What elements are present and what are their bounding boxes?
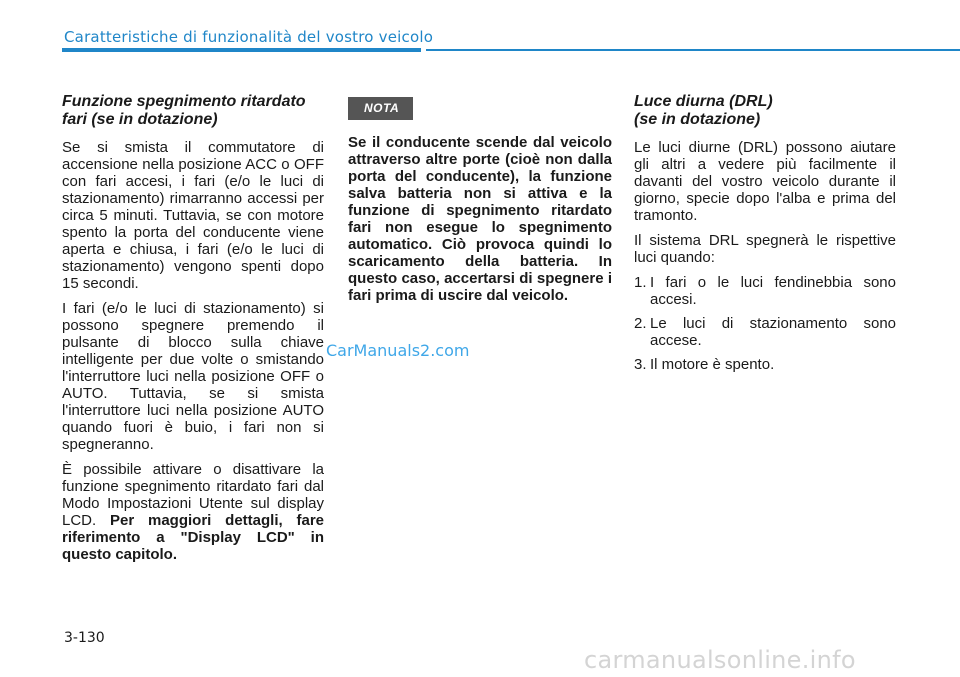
section-heading-delay-lights xyxy=(62,93,324,129)
heading-line-1: Funzione spegnimento ritardato xyxy=(62,93,306,110)
site-watermark: CarManuals2.com xyxy=(326,341,470,360)
list-number: 1. xyxy=(634,274,647,291)
header-rule-accent xyxy=(62,48,421,52)
paragraph-reference: Per maggiori dettagli, fare riferimento a "Display LCD" in questo capitolo. xyxy=(62,512,325,563)
paragraph: I fari (e/o le luci di stazionamento) si possono spegnere premendo il pulsante di blocco sulla chiave intelligente per due volte o smistando l'interruttore luci nella posizione OFF o AUTO. Tuttavia, se si smista l'interruttore luci nella posizione AUTO quando fuori è buio, i fari non si spegneranno. xyxy=(62,300,324,453)
paragraph: Le luci diurne (DRL) possono aiutare gli altri a vedere più facilmente il davanti del vostro veicolo durante il giorno, specie dopo l'alba e prima del tramonto. xyxy=(634,139,896,224)
list-text: I fari o le luci fendinebbia sono accesi. xyxy=(650,274,896,308)
list-item xyxy=(634,356,896,373)
section-heading-drl xyxy=(634,93,896,129)
list-text: Il motore è spento. xyxy=(650,356,775,373)
heading-line-1: Luce diurna (DRL) xyxy=(634,93,773,110)
paragraph-text: È possibile attivare o disattivare la funzione spegnimento ritardato fari dal Modo Impostazioni Utente sul display LCD. xyxy=(62,461,324,529)
list-item xyxy=(634,274,896,308)
column-middle xyxy=(348,97,612,312)
paragraph: Il sistema DRL spegnerà le rispettive luci quando: xyxy=(634,232,896,266)
page-number: 3-130 xyxy=(64,630,105,646)
paragraph: Se si smista il commutatore di accensione nella posizione ACC o OFF con fari accesi, i fari (e/o le luci di stazionamento) rimarranno accessi per circa 5 minuti. Tuttavia, se con motore spento la porta del conducente viene aperta e chiusa, i fari (e/o le luci di stazionamento) vengono spenti dopo 15 secondi. xyxy=(62,139,324,292)
footer-watermark: carmanualsonline.info xyxy=(584,646,856,674)
note-text: Se il conducente scende dal veicolo attraverso altre porte (cioè non dalla porta del conducente), la funzione salva batteria non si attiva e la funzione di spegnimento ritardato fari non esegue lo spegnimento automatico. Ciò provoca quindi lo scaricamento della batteria. In questo caso, accertarsi di spegnere i fari prima di uscire dal veicolo. xyxy=(348,134,612,304)
note-badge: NOTA xyxy=(348,97,413,120)
heading-line-2: (se in dotazione) xyxy=(634,111,761,128)
list-item xyxy=(634,315,896,349)
heading-line-2: fari (se in dotazione) xyxy=(62,111,218,128)
list-number: 3. xyxy=(634,356,647,373)
section-title: Caratteristiche di funzionalità del vostro veicolo xyxy=(64,28,434,46)
header-rule-line xyxy=(426,49,960,51)
column-right xyxy=(634,93,896,380)
drl-conditions-list xyxy=(634,274,896,373)
paragraph xyxy=(62,461,324,563)
list-number: 2. xyxy=(634,315,647,332)
column-left xyxy=(62,93,324,571)
list-text: Le luci di stazionamento sono accese. xyxy=(650,315,896,349)
